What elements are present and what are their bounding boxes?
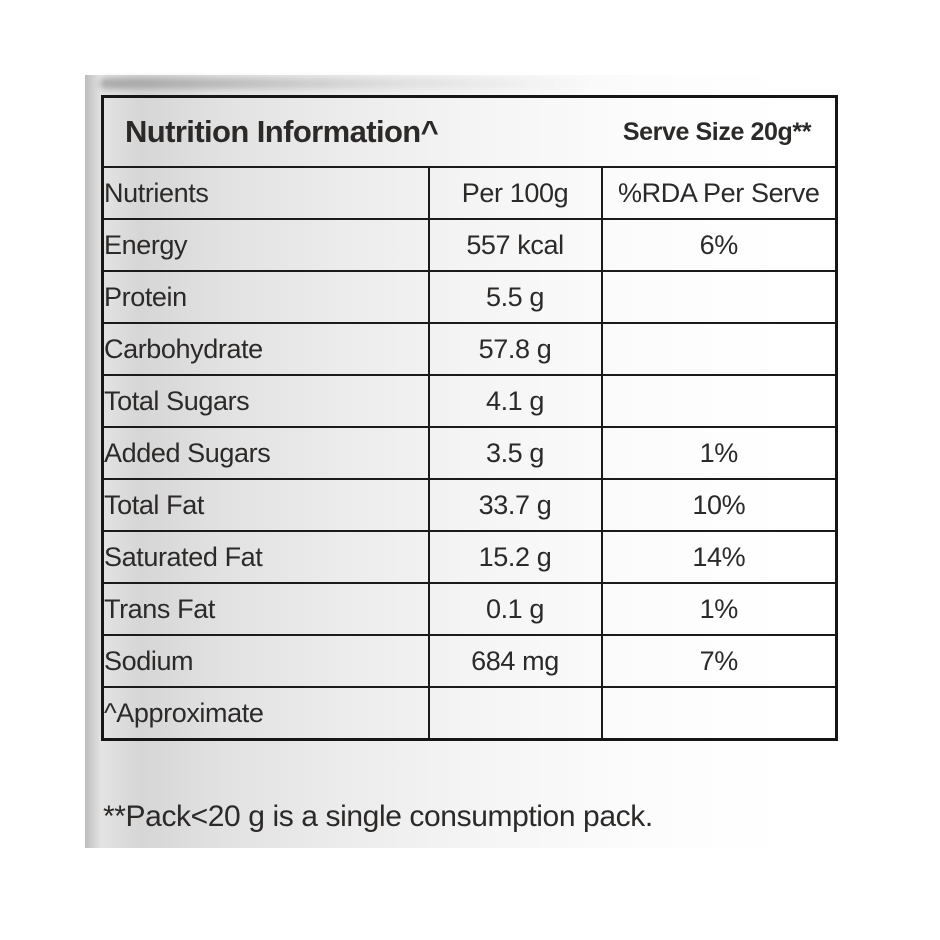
rda-per-serve-value [602,323,837,375]
table-row [103,687,837,740]
column-header-rda-per-serve: %RDA Per Serve [602,167,837,219]
nutrient-name: Protein [103,271,429,323]
rda-per-serve-value: 1% [602,583,837,635]
rda-per-serve-value: 1% [602,427,837,479]
table-row [103,427,837,479]
rda-per-serve-value: 6% [602,219,837,271]
per-100g-value: 15.2 g [429,531,602,583]
rda-per-serve-value [602,375,837,427]
table-row [103,323,837,375]
table-row [103,635,837,687]
table-row [103,219,837,271]
table-row [103,583,837,635]
nutrient-name: Added Sugars [103,427,429,479]
pack-footnote: **Pack<20 g is a single consumption pack. [103,800,653,833]
table-row [103,479,837,531]
page-title: Nutrition Information^ [125,114,439,149]
nutrient-name: Total Fat [103,479,429,531]
rda-per-serve-value: 10% [602,479,837,531]
per-100g-value: 5.5 g [429,271,602,323]
per-100g-value: 57.8 g [429,323,602,375]
per-100g-value: 557 kcal [429,219,602,271]
label-top-shadow [100,78,590,89]
nutrient-name: Total Sugars [103,375,429,427]
per-100g-value: 33.7 g [429,479,602,531]
table-row [103,375,837,427]
nutrient-name: Energy [103,219,429,271]
per-100g-value: 3.5 g [429,427,602,479]
column-header-per-100g: Per 100g [429,167,602,219]
serve-size-label: Serve Size 20g** [622,117,812,146]
nutrient-name: ^Approximate [103,687,429,740]
nutrient-name: Trans Fat [103,583,429,635]
per-100g-value: 4.1 g [429,375,602,427]
rda-per-serve-value: 7% [602,635,837,687]
rda-per-serve-value: 14% [602,531,837,583]
nutrition-rows [103,219,837,740]
table-title-row [103,97,837,168]
table-row [103,531,837,583]
per-100g-value: 0.1 g [429,583,602,635]
nutrition-table [101,95,838,741]
per-100g-value: 684 mg [429,635,602,687]
nutrient-name: Saturated Fat [103,531,429,583]
rda-per-serve-value [602,271,837,323]
table-title-cell [103,97,837,168]
nutrient-name: Carbohydrate [103,323,429,375]
table-row [103,271,837,323]
table-header-row [103,167,837,219]
rda-per-serve-value [602,687,837,740]
column-header-nutrients: Nutrients [103,167,429,219]
nutrient-name: Sodium [103,635,429,687]
per-100g-value [429,687,602,740]
